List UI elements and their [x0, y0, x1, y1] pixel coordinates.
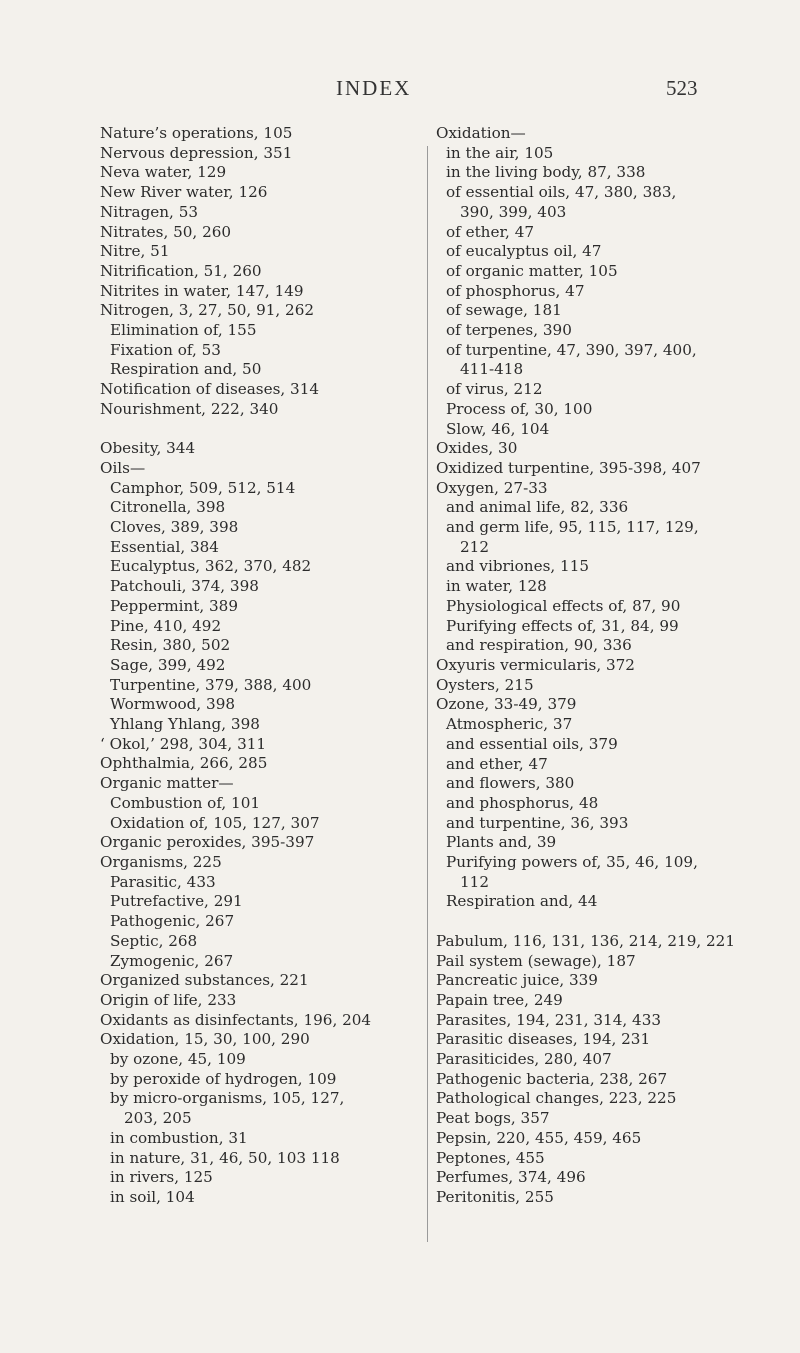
page-header	[0, 76, 800, 106]
index-subentry: of ether, 47	[446, 222, 535, 241]
index-subentry: Oxidation of, 105, 127, 307	[110, 813, 320, 832]
index-entry: Oxides, 30	[436, 439, 518, 458]
index-subentry: Yhlang Yhlang, 398	[110, 715, 260, 734]
index-subentry: Purifying effects of, 31, 84, 99	[446, 616, 679, 635]
index-subentry: Respiration and, 44	[446, 892, 598, 911]
index-subentry: Pine, 410, 492	[110, 616, 222, 635]
index-subentry: Wormwood, 398	[110, 695, 236, 714]
index-column-left	[100, 124, 400, 1208]
index-entry: Oils—	[100, 458, 146, 477]
index-subentry: in nature, 31, 46, 50, 103 118	[110, 1148, 340, 1167]
index-subentry: in the living body, 87, 338	[446, 163, 646, 182]
index-subentry: of essential oils, 47, 380, 383,	[446, 183, 677, 202]
index-subentry: Septic, 268	[110, 931, 198, 950]
index-subentry: 390, 399, 403	[460, 202, 567, 221]
column-divider	[427, 146, 428, 1242]
index-subentry: Zymogenic, 267	[110, 951, 234, 970]
index-subentry: Elimination of, 155	[110, 321, 257, 340]
index-subentry: of eucalyptus oil, 47	[446, 242, 602, 261]
index-entry: Nitrates, 50, 260	[100, 222, 232, 241]
index-subentry: and phosphorus, 48	[446, 793, 599, 812]
index-subentry: in combustion, 31	[110, 1128, 248, 1147]
index-entry: Pathogenic bacteria, 238, 267	[436, 1069, 668, 1088]
index-entry: Organized substances, 221	[100, 971, 309, 990]
index-subentry: Cloves, 389, 398	[110, 518, 239, 537]
index-entry: Oxidized turpentine, 395-398, 407	[436, 458, 701, 477]
index-subentry: of virus, 212	[446, 380, 543, 399]
index-subentry: Essential, 384	[110, 537, 219, 556]
index-subentry: of phosphorus, 47	[446, 281, 585, 300]
index-entry: Nervous depression, 351	[100, 143, 293, 162]
index-entry: Origin of life, 233	[100, 990, 237, 1009]
index-subentry: and ether, 47	[446, 754, 548, 773]
index-subentry: of turpentine, 47, 390, 397, 400,	[446, 340, 697, 359]
index-subentry: Process of, 30, 100	[446, 399, 593, 418]
index-entry: Nature’s operations, 105	[100, 124, 293, 142]
index-entry: Pepsin, 220, 455, 459, 465	[436, 1128, 642, 1147]
index-subentry: in soil, 104	[110, 1187, 195, 1206]
index-subentry: of sewage, 181	[446, 301, 562, 320]
index-entry: Organisms, 225	[100, 853, 222, 871]
index-subentry: of organic matter, 105	[446, 261, 618, 280]
index-subentry: Peppermint, 389	[110, 596, 239, 615]
index-entry: ‘ Okol,’ 298, 304, 311	[100, 734, 267, 753]
index-subentry: in rivers, 125	[110, 1168, 213, 1187]
index-subentry: and germ life, 95, 115, 117, 129,	[446, 518, 699, 537]
index-entry: Pancreatic juice, 339	[436, 971, 598, 990]
index-subentry: by peroxide of hydrogen, 109	[110, 1069, 337, 1088]
index-subentry: and essential oils, 379	[446, 734, 618, 753]
index-subentry: Plants and, 39	[446, 833, 557, 852]
index-subentry: Eucalyptus, 362, 370, 482	[110, 557, 312, 576]
index-entry: Oxygen, 27-33	[436, 478, 548, 497]
section-gap	[436, 912, 771, 932]
index-entry: Nitrogen, 3, 27, 50, 91, 262	[100, 301, 315, 320]
page-number: 523	[666, 76, 698, 100]
index-entry: Oxyuris vermicularis, 372	[436, 655, 635, 674]
index-entry: Peat bogs, 357	[436, 1109, 550, 1128]
index-subentry: Patchouli, 374, 398	[110, 577, 259, 596]
index-entry: Organic peroxides, 395-397	[100, 833, 315, 852]
index-entry: Obesity, 344	[100, 439, 196, 458]
index-subentry: and respiration, 90, 336	[446, 636, 632, 655]
index-subentry: Resin, 380, 502	[110, 636, 231, 655]
index-subentry: 203, 205	[124, 1109, 192, 1128]
index-subentry: Atmospheric, 37	[446, 715, 573, 734]
index-subentry: and turpentine, 36, 393	[446, 813, 629, 832]
index-entry: Pathological changes, 223, 225	[436, 1089, 677, 1108]
index-subentry: by micro-organisms, 105, 127,	[110, 1089, 345, 1108]
index-entry: Peritonitis, 255	[436, 1187, 554, 1206]
index-subentry: Purifying powers of, 35, 46, 109,	[446, 853, 698, 872]
index-entry: Parasiticides, 280, 407	[436, 1050, 612, 1069]
index-entry: Nitrites in water, 147, 149	[100, 281, 304, 300]
index-subentry: Fixation of, 53	[110, 340, 221, 359]
index-subentry: Sage, 399, 492	[110, 655, 226, 674]
index-subentry: by ozone, 45, 109	[110, 1050, 246, 1069]
index-entry: Oxidants as disinfectants, 196, 204	[100, 1010, 372, 1029]
index-entry: Nitragen, 53	[100, 202, 199, 221]
index-entry: Pail system (sewage), 187	[436, 951, 636, 970]
index-subentry: and vibriones, 115	[446, 557, 590, 576]
index-entry: Organic matter—	[100, 774, 234, 793]
index-subentry: Combustion of, 101	[110, 793, 261, 812]
index-subentry: Pathogenic, 267	[110, 912, 235, 931]
index-subentry: 112	[460, 872, 489, 891]
index-subentry: Putrefactive, 291	[110, 892, 243, 911]
index-subentry: of terpenes, 390	[446, 321, 572, 340]
index-entry: Oxidation—	[436, 124, 526, 142]
index-subentry: in the air, 105	[446, 143, 554, 162]
page-title: INDEX	[336, 76, 412, 100]
index-subentry: and flowers, 380	[446, 774, 575, 793]
index-entry: Pabulum, 116, 131, 136, 214, 219, 221	[436, 931, 735, 950]
index-entry: Perfumes, 374, 496	[436, 1168, 586, 1187]
index-entry: Neva water, 129	[100, 163, 227, 182]
index-entry: Parasites, 194, 231, 314, 433	[436, 1010, 662, 1029]
index-entry: Parasitic diseases, 194, 231	[436, 1030, 651, 1049]
index-subentry: 411-418	[460, 360, 524, 379]
index-entry: New River water, 126	[100, 183, 268, 202]
index-subentry: Respiration and, 50	[110, 360, 262, 379]
index-entry: Oysters, 215	[436, 675, 534, 694]
index-subentry: Physiological effects of, 87, 90	[446, 596, 681, 615]
index-column-right	[436, 124, 771, 1208]
index-subentry: Slow, 46, 104	[446, 419, 550, 438]
index-entry: Papain tree, 249	[436, 990, 563, 1009]
index-entry: Nitre, 51	[100, 242, 170, 261]
index-entry: Nitrification, 51, 260	[100, 261, 262, 280]
index-subentry: in water, 128	[446, 577, 547, 596]
index-subentry: Camphor, 509, 512, 514	[110, 478, 296, 497]
index-entry: Nourishment, 222, 340	[100, 399, 279, 418]
index-subentry: Parasitic, 433	[110, 872, 216, 891]
section-gap	[100, 420, 400, 440]
index-entry: Notification of diseases, 314	[100, 380, 320, 399]
index-subentry: Citronella, 398	[110, 498, 226, 517]
index-entry: Ophthalmia, 266, 285	[100, 754, 268, 773]
index-entry: Oxidation, 15, 30, 100, 290	[100, 1030, 310, 1049]
index-entry: Ozone, 33-49, 379	[436, 695, 577, 714]
index-subentry: Turpentine, 379, 388, 400	[110, 675, 312, 694]
index-subentry: 212	[460, 537, 489, 556]
index-subentry: and animal life, 82, 336	[446, 498, 629, 517]
index-entry: Peptones, 455	[436, 1148, 545, 1167]
